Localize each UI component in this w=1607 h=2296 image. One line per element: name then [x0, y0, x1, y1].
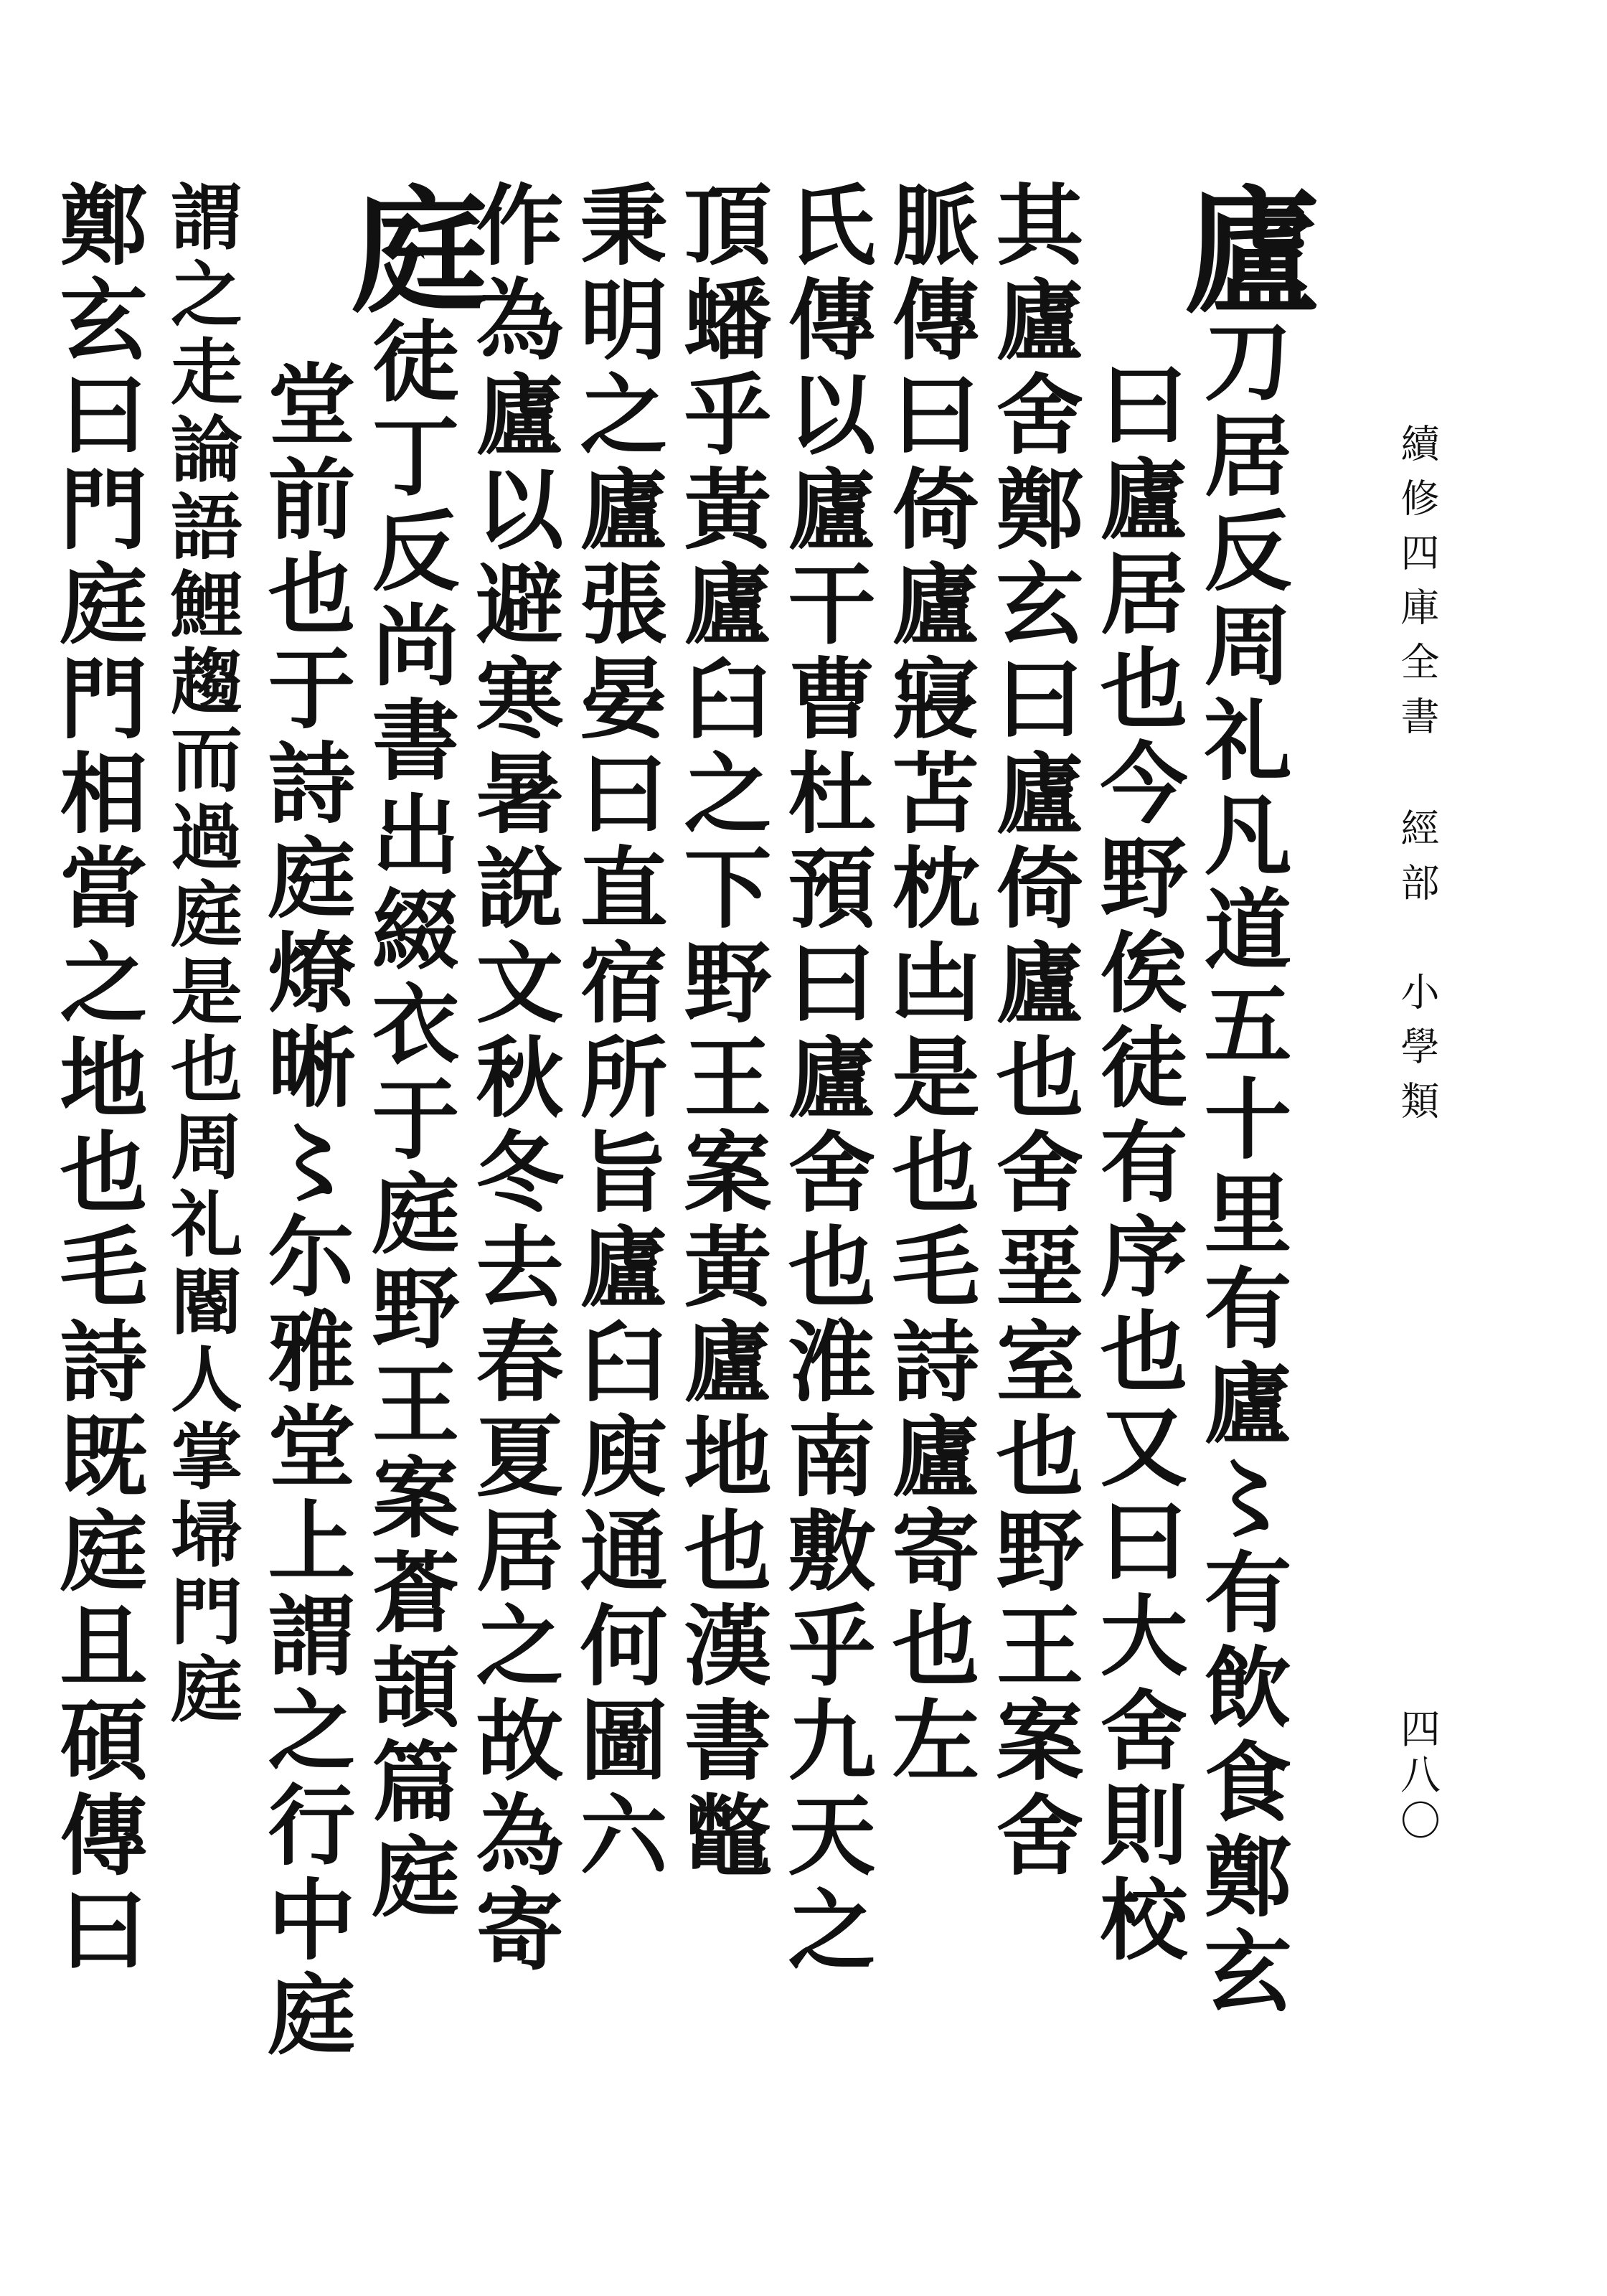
- headword-lu: 廬: [1161, 179, 1321, 316]
- column-text: 謂之走論語鯉趨而過庭是也周礼閽人掌埽門庭: [159, 179, 243, 1729]
- column-text: 頂蟠乎黃廬臼之下野王案黃廬地也漢書鼈: [669, 179, 773, 1884]
- text-column-5: [771, 179, 879, 2117]
- text-column-11: [147, 179, 255, 2117]
- column-text: 氏傳以廬干曹杜預曰廬舍也淮南敷乎九天之: [773, 179, 877, 1979]
- text-column-4: [875, 179, 983, 2117]
- column-text: 其廬舍鄭玄曰廬倚廬也舍堊室也野王案舍: [981, 179, 1085, 1884]
- text-column-3: [979, 179, 1087, 2117]
- page-number: 四八〇: [1394, 1708, 1441, 1845]
- column-text: 曰廬居也今野俟徒有序也又曰大舍則校: [1085, 359, 1189, 1969]
- text-column-1: [1161, 179, 1321, 2117]
- text-column-2: [1083, 359, 1191, 2296]
- column-text: 秉明之廬張晏曰直宿所旨廬臼庾通何圖六: [565, 179, 669, 1884]
- collection-title: 續修四庫全書: [1395, 423, 1440, 751]
- text-column-10: [251, 359, 359, 2296]
- headword-ting: 庭: [329, 179, 489, 316]
- column-text: 作為廬以避寒暑說文秋冬去春夏居之故為寄: [461, 179, 565, 1979]
- text-column-7: [563, 179, 671, 2117]
- column-text: 鄭玄曰門庭門相當之地也毛詩既庭且碩傳曰: [45, 179, 149, 1979]
- text-column-9: [329, 179, 489, 2117]
- column-text: 脈傳曰倚廬寢苫枕凷是也毛詩廬寄也左: [877, 179, 981, 1789]
- column-text: 廬刀居反周礼凡道五十里有廬〻有飲食鄭玄: [1161, 179, 1321, 2020]
- column-text: 堂前也于詩庭燎晰〻尓雅堂上謂之行中庭: [253, 359, 357, 2064]
- running-title: [1385, 423, 1449, 1135]
- text-column-12: [43, 179, 151, 2117]
- text-column-8: [459, 179, 567, 2117]
- text-column-6: [667, 179, 775, 2117]
- column-text: 庭徒丁反尚書出綴衣于庭野王案蒼頡篇庭: [329, 179, 489, 1926]
- section-title: 經部 小學類: [1395, 808, 1440, 1135]
